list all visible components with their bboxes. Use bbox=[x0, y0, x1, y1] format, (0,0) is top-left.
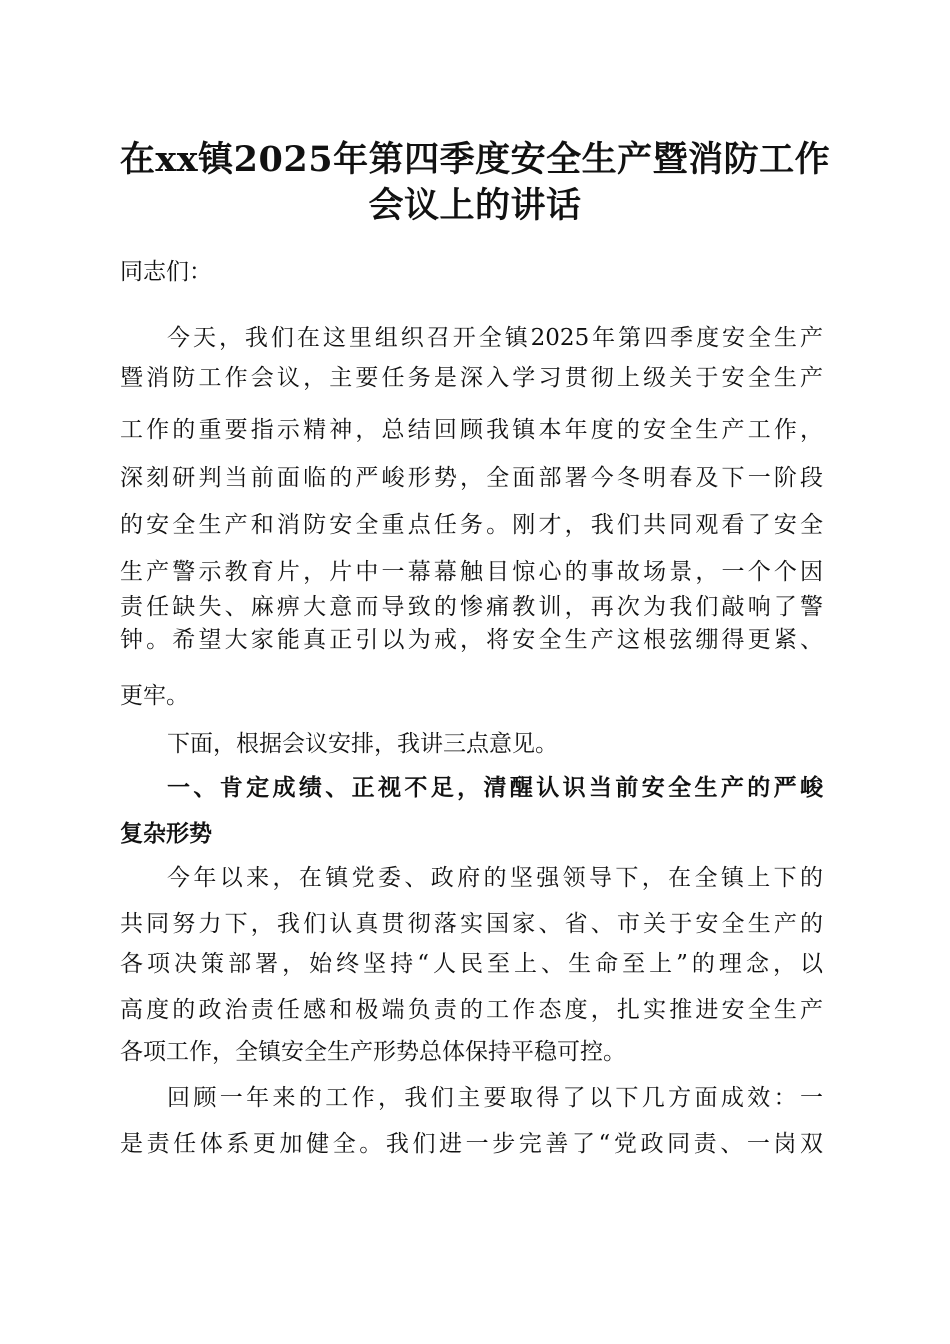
paragraph-line: 下面，根据会议安排，我讲三点意见。 bbox=[167, 731, 558, 757]
paragraph-line: 今天，我们在这里组织召开全镇2025年第四季度安全生产 bbox=[167, 325, 823, 351]
paragraph-line: 各项工作，全镇安全生产形势总体保持平稳可控。 bbox=[120, 1039, 626, 1065]
paragraph-line: 共同努力下，我们认真贯彻落实国家、省、市关于安全生产的 bbox=[120, 911, 823, 937]
paragraph-line: 生产警示教育片，片中一幕幕触目惊心的事故场景，一个个因 bbox=[120, 559, 823, 585]
section-heading-line: 一、肯定成绩、正视不足，清醒认识当前安全生产的严峻 bbox=[167, 775, 823, 801]
paragraph-line: 各项决策部署，始终坚持“人民至上、生命至上”的理念，以 bbox=[120, 951, 823, 977]
paragraph-line: 责任缺失、麻痹大意而导致的惨痛教训，再次为我们敲响了警 bbox=[120, 594, 823, 620]
document-title-line-1: 在xx镇2025年第四季度安全生产暨消防工作 bbox=[119, 139, 831, 180]
paragraph-line: 今年以来，在镇党委、政府的坚强领导下，在全镇上下的 bbox=[167, 865, 823, 891]
document-title-line-2: 会议上的讲话 bbox=[368, 185, 582, 226]
salutation: 同志们： bbox=[120, 259, 212, 285]
paragraph-line: 钟。希望大家能真正引以为戒，将安全生产这根弦绷得更紧、 bbox=[120, 627, 823, 653]
paragraph-line: 更牢。 bbox=[120, 683, 189, 709]
paragraph-line: 高度的政治责任感和极端负责的工作态度，扎实推进安全生产 bbox=[120, 997, 823, 1023]
paragraph-line: 暨消防工作会议，主要任务是深入学习贯彻上级关于安全生产 bbox=[120, 365, 823, 391]
paragraph-line: 回顾一年来的工作，我们主要取得了以下几方面成效：一 bbox=[167, 1085, 823, 1111]
section-heading-line: 复杂形势 bbox=[120, 821, 212, 847]
paragraph-line: 的安全生产和消防安全重点任务。刚才，我们共同观看了安全 bbox=[120, 512, 823, 538]
paragraph-line: 深刻研判当前面临的严峻形势，全面部署今冬明春及下一阶段 bbox=[120, 465, 823, 491]
paragraph-line: 是责任体系更加健全。我们进一步完善了“党政同责、一岗双 bbox=[120, 1131, 823, 1157]
paragraph-line: 工作的重要指示精神，总结回顾我镇本年度的安全生产工作， bbox=[120, 417, 823, 443]
